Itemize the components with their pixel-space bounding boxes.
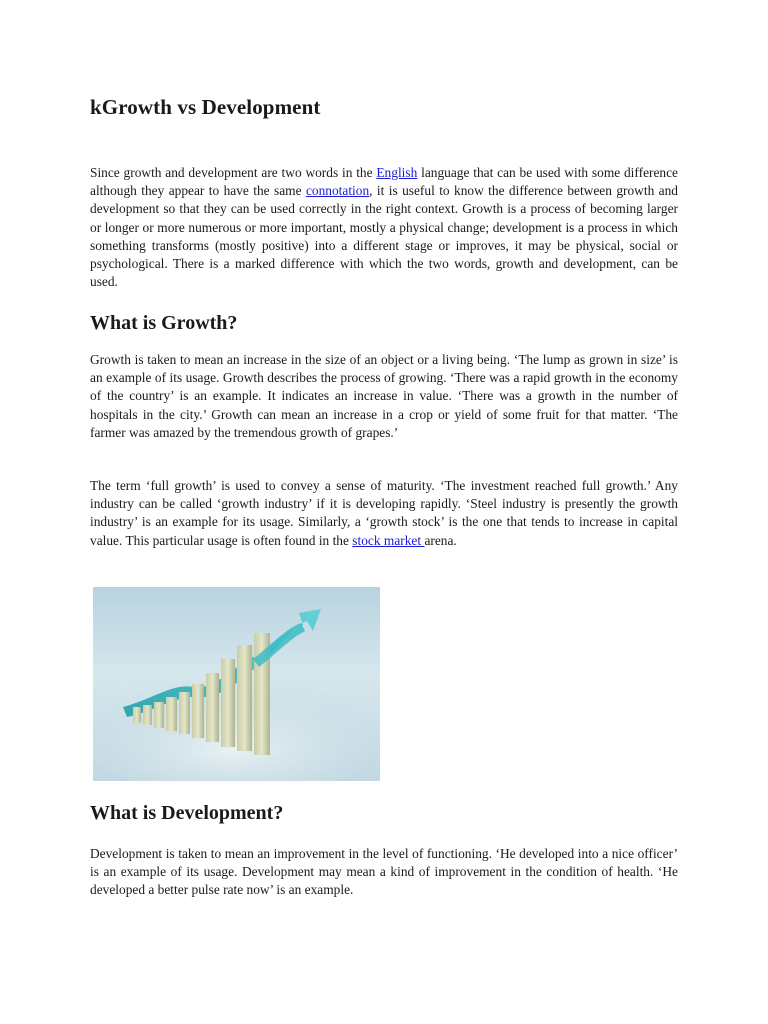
growth-chart-image — [93, 587, 380, 781]
intro-text-1: Since growth and development are two words in the — [90, 165, 377, 180]
intro-text-3: , it is useful to know the difference between growth and development so that they can be used correctly in the right context. Growth is a process of becoming larger or longer or more numerous or more important, mostly a physical change; development is a process in which something transforms (mostly positive) into a different stage or improves, it may be physical, social or psychological. There is a marked difference with which the two words, growth and development, can be used. — [90, 183, 678, 290]
connotation-link[interactable]: connotation — [305, 183, 370, 199]
growth-heading: What is Growth? — [90, 312, 238, 334]
growth-p2-text-2: arena. — [424, 532, 457, 548]
english-link[interactable]: English — [376, 165, 418, 180]
intro-paragraph — [90, 164, 678, 291]
development-heading: What is Development? — [90, 802, 284, 824]
growth-p2-text-1: The term ‘full growth’ is used to convey a sense of maturity. ‘The investment reached full growth.’ Any industry can be called ‘growth industry’ if it is developing rapidly. ‘Steel industry is presently the growth industry’ is an example for its usage. Similarly, a ‘growth stock’ is the one that tends to increase in capital value. This particular usage is often found in the — [90, 478, 678, 548]
intro-text-2: language that can be used with some difference although they appear to have the same — [90, 165, 679, 199]
development-paragraph-1: Development is taken to mean an improvement in the level of functioning. ‘He developed into a nice officer’ is an example of its usage. Development may mean a kind of improvement in the condition of health. ‘He developed a better pulse rate now’ is an example. — [90, 846, 678, 898]
growth-paragraph-1: Growth is taken to mean an increase in the size of an object or a living being. ‘The lump as grown in size’ is an example of its usage. Growth describes the process of growing. ‘There was a rapid growth in the economy of the country’ is an example. It indicates an increase in value. ‘There was a growth in the number of hospitals in the city.’ Growth can mean an increase in a crop or yield of some fruit for that matter. ‘The farmer was amazed by the tremendous growth of grapes.’ — [90, 352, 678, 440]
growth-paragraph-2 — [90, 477, 678, 550]
growth-illustration — [93, 587, 380, 781]
stock-market-link[interactable]: stock market — [352, 532, 425, 548]
document-title: kGrowth vs Development — [90, 95, 321, 119]
